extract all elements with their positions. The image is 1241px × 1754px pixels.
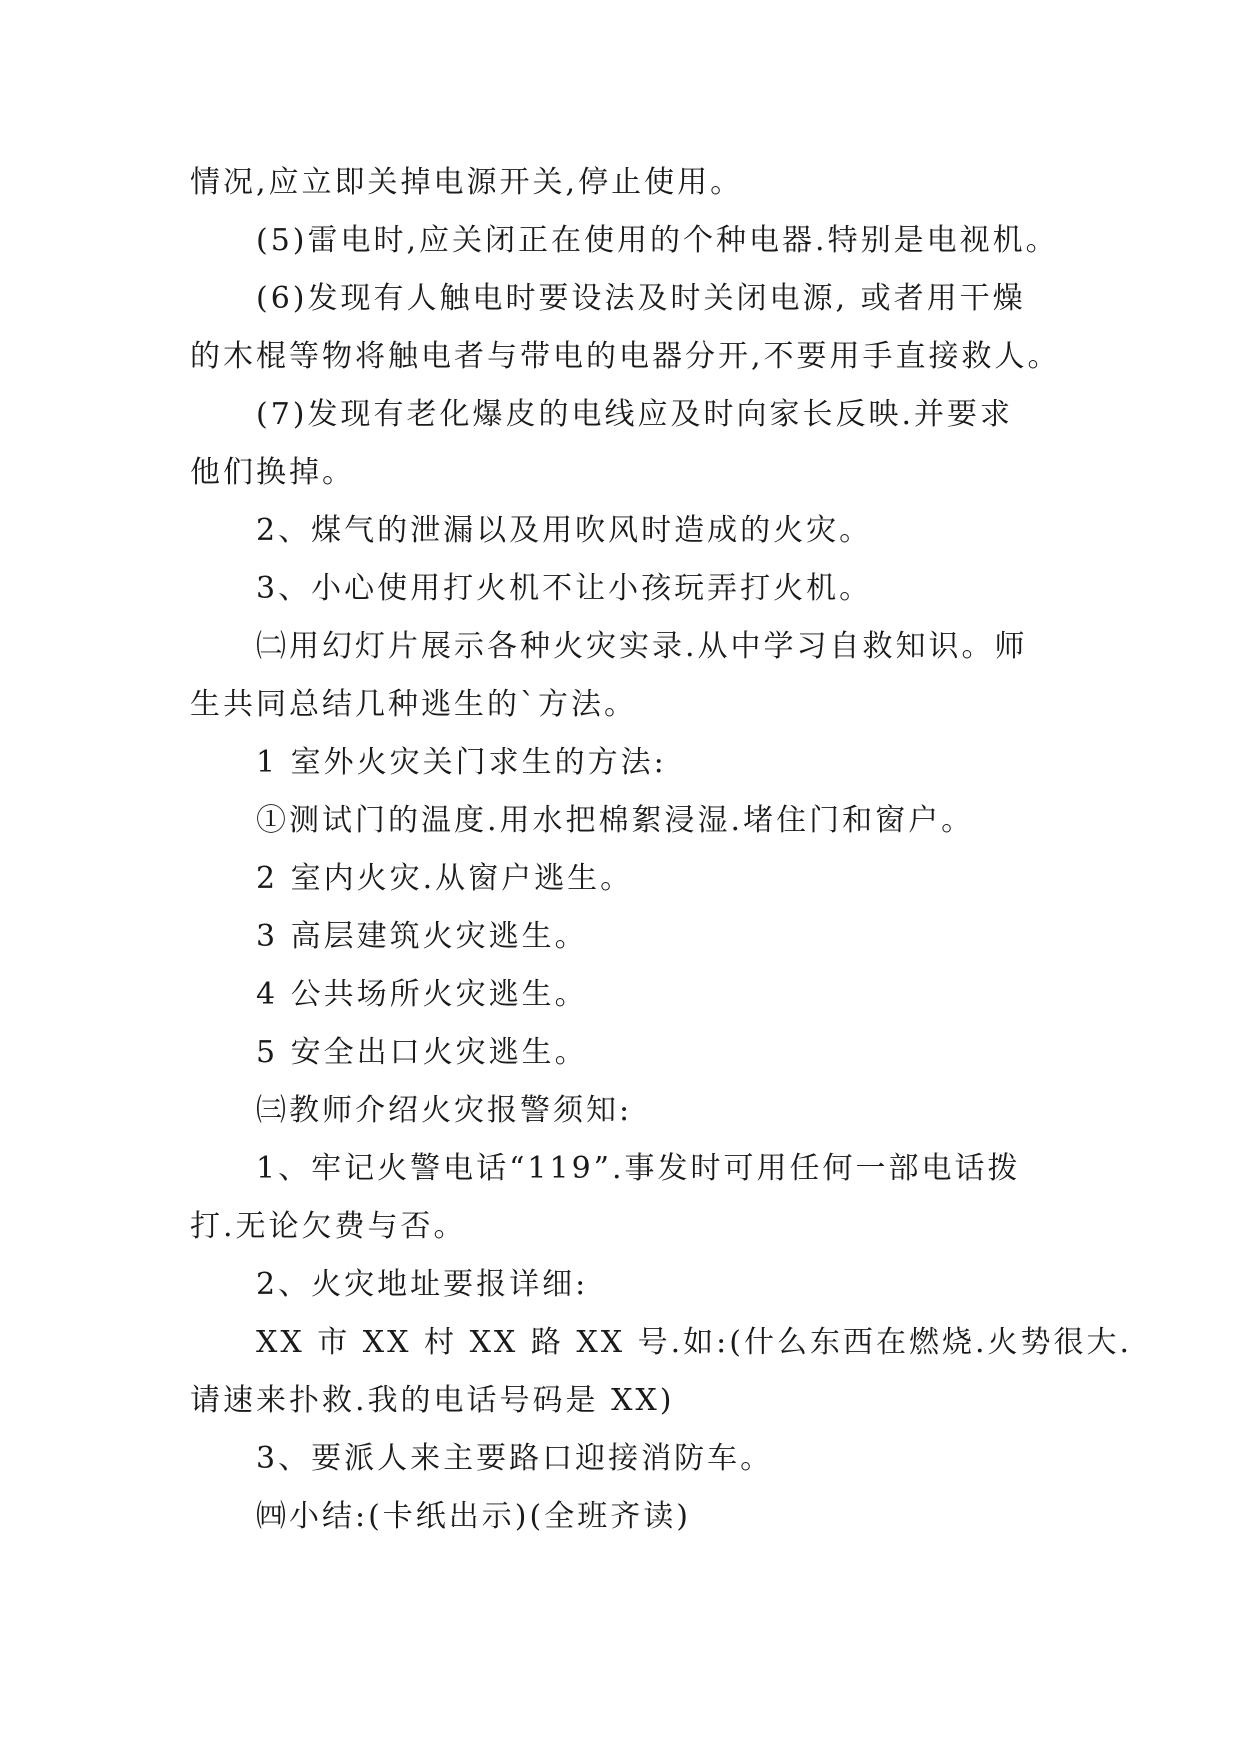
paragraph-line: (7)发现有老化爆皮的电线应及时向家长反映.并要求 xyxy=(256,397,1014,432)
paragraph-line: ①测试门的温度.用水把棉絮浸湿.堵住门和窗户。 xyxy=(256,803,975,838)
paragraph-line: 情况,应立即关掉电源开关,停止使用。 xyxy=(190,165,744,200)
paragraph-line: XX 市 XX 村 XX 路 XX 号.如:(什么东西在燃烧.火势很大. xyxy=(256,1325,1133,1360)
paragraph-line: 生共同总结几种逃生的`方法。 xyxy=(190,687,637,722)
paragraph-line: 3、要派人来主要路口迎接消防车。 xyxy=(256,1441,774,1476)
paragraph-line: 5 安全出口火灾逃生。 xyxy=(256,1035,588,1070)
paragraph-line: 2、煤气的泄漏以及用吹风时造成的火灾。 xyxy=(256,513,873,548)
paragraph-line: 他们换掉。 xyxy=(190,455,355,490)
paragraph-line: 的木棍等物将触电者与带电的电器分开,不要用手直接救人。 xyxy=(190,339,1061,374)
paragraph-line: ㈣小结:(卡纸出示)(全班齐读) xyxy=(256,1499,691,1534)
paragraph-line: (6)发现有人触电时要设法及时关闭电源, 或者用干燥 xyxy=(256,281,1026,316)
paragraph-line: (5)雷电时,应关闭正在使用的个种电器.特别是电视机。 xyxy=(256,223,1059,258)
paragraph-line: 请速来扑救.我的电话号码是 XX) xyxy=(190,1383,675,1418)
paragraph-line: 3 高层建筑火灾逃生。 xyxy=(256,919,588,954)
paragraph-line: 3、小心使用打火机不让小孩玩弄打火机。 xyxy=(256,571,873,606)
paragraph-line: 4 公共场所火灾逃生。 xyxy=(256,977,588,1012)
paragraph-line: 2、火灾地址要报详细: xyxy=(256,1267,589,1302)
paragraph-line: ㈢教师介绍火灾报警须知: xyxy=(256,1093,633,1128)
paragraph-line: 1 室外火灾关门求生的方法: xyxy=(256,745,667,780)
paragraph-line: ㈡用幻灯片展示各种火灾实录.从中学习自救知识。师 xyxy=(256,629,1028,664)
paragraph-line: 打.无论欠费与否。 xyxy=(190,1209,467,1244)
paragraph-line: 1、牢记火警电话“119”.事发时可用任何一部电话拨 xyxy=(256,1151,1021,1186)
paragraph-line: 2 室内火灾.从窗户逃生。 xyxy=(256,861,634,896)
